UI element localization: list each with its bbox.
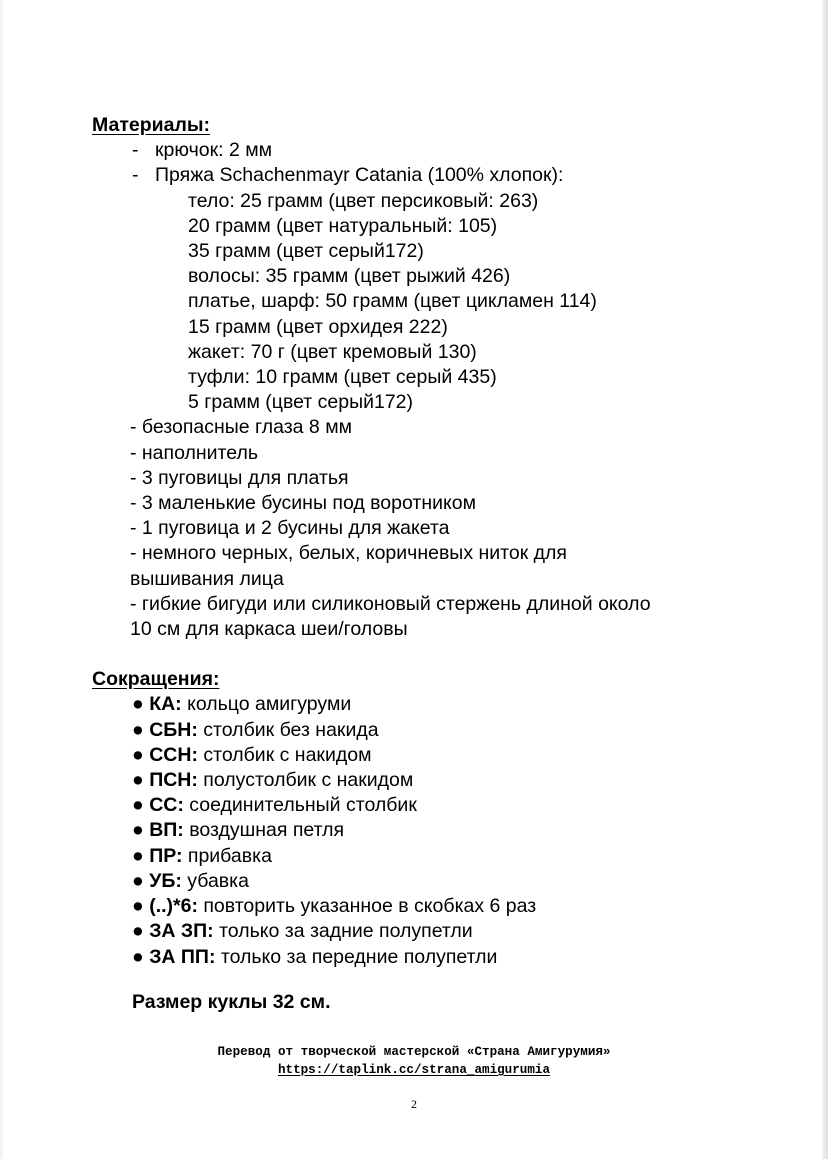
abbreviation-definition: соединительный столбик xyxy=(183,794,417,817)
yarn-line: 15 грамм (цвет орхидея 222) xyxy=(188,315,448,338)
abbreviation-item xyxy=(92,894,792,919)
yarn-line: 35 грамм (цвет серый172) xyxy=(188,240,424,263)
yarn-line: платье, шарф: 50 грамм (цвет цикламен 114) xyxy=(188,290,597,313)
abbreviation-definition: воздушная петля xyxy=(183,819,345,842)
abbreviation-item xyxy=(92,919,792,944)
document-content xyxy=(92,113,792,1015)
abbreviation-definition: столбик с накидом xyxy=(197,743,372,766)
abbreviation-term: СС: xyxy=(149,794,184,817)
list-item: - гибкие бигуди или силиконовый стержень длиной около xyxy=(130,592,651,615)
page-number: 2 xyxy=(411,1097,417,1111)
list-item: - 3 пуговицы для платья xyxy=(130,466,349,489)
bullet-marker: ● xyxy=(132,693,144,716)
footer-credit: Перевод от творческой мастерской «Страна Амигурумия» xyxy=(217,1045,611,1059)
abbreviation-definition: полустолбик с накидом xyxy=(197,769,414,792)
yarn-line: жакет: 70 г (цвет кремовый 130) xyxy=(188,340,477,363)
abbreviation-term: УБ: xyxy=(149,869,182,892)
bullet-marker: ● xyxy=(132,718,144,741)
bullet-marker: ● xyxy=(132,945,144,968)
abbreviation-term: ВП: xyxy=(149,819,184,842)
doll-size-note: Размер куклы 32 см. xyxy=(132,990,331,1013)
yarn-line: 20 грамм (цвет натуральный: 105) xyxy=(188,214,498,237)
abbreviation-item xyxy=(92,945,792,970)
page-edge-right xyxy=(822,0,828,1159)
abbreviation-item xyxy=(92,793,792,818)
abbreviation-definition: повторить указанное в скобках 6 раз xyxy=(197,895,537,918)
page-edge-left xyxy=(0,0,3,1159)
list-item-continuation: 10 см для каркаса шеи/головы xyxy=(130,618,408,641)
bullet-marker: ● xyxy=(132,794,144,817)
bullet-marker: ● xyxy=(132,819,144,842)
bullet-marker: ● xyxy=(132,869,144,892)
other-materials-list xyxy=(92,415,792,642)
abbreviations-list xyxy=(92,692,792,969)
abbreviation-term: ССН: xyxy=(149,743,198,766)
abbreviation-item xyxy=(92,718,792,743)
abbreviation-item xyxy=(92,743,792,768)
list-item: - безопасные глаза 8 мм xyxy=(130,416,353,439)
abbreviation-definition: убавка xyxy=(181,869,249,892)
abbreviation-definition: прибавка xyxy=(182,844,272,867)
yarn-line: 5 грамм (цвет серый172) xyxy=(188,391,414,414)
dash-marker: - xyxy=(132,139,139,162)
bullet-marker: ● xyxy=(132,895,144,918)
list-item-continuation: вышивания лица xyxy=(130,567,284,590)
list-item xyxy=(92,138,792,163)
list-item: - 3 маленькие бусины под воротником xyxy=(130,492,476,515)
abbreviation-definition: кольцо амигуруми xyxy=(181,693,352,716)
bullet-marker: ● xyxy=(132,743,144,766)
abbreviation-term: ЗА ЗП: xyxy=(149,920,214,943)
yarn-line: тело: 25 грамм (цвет персиковый: 263) xyxy=(188,189,539,212)
bullet-marker: ● xyxy=(132,769,144,792)
abbreviation-item xyxy=(92,818,792,843)
abbreviation-term: СБН: xyxy=(149,718,198,741)
abbreviation-term: ПР: xyxy=(149,844,183,867)
materials-heading: Материалы: xyxy=(92,114,210,136)
list-item: - наполнитель xyxy=(130,441,258,464)
abbreviation-definition: только за задние полупетли xyxy=(213,920,473,943)
abbreviations-heading: Сокращения: xyxy=(92,668,220,691)
list-item xyxy=(92,163,792,188)
list-item: - 1 пуговица и 2 бусины для жакета xyxy=(130,517,450,540)
abbreviation-term: КА: xyxy=(149,693,182,716)
list-item: - немного черных, белых, коричневых ниток для xyxy=(130,542,567,565)
bullet-marker: ● xyxy=(132,844,144,867)
bullet-marker: ● xyxy=(132,920,144,943)
footer-link[interactable]: https://taplink.cc/strana_amigurumia xyxy=(277,1063,551,1077)
abbreviation-term: ПСН: xyxy=(149,769,198,792)
abbreviation-definition: только за передние полупетли xyxy=(215,945,498,968)
yarn-line: туфли: 10 грамм (цвет серый 435) xyxy=(188,366,497,389)
list-item-text: Пряжа Schachenmayr Catania (100% хлопок): xyxy=(155,164,564,187)
abbreviation-term: ЗА ПП: xyxy=(149,945,216,968)
yarn-list xyxy=(92,189,792,416)
abbreviation-item xyxy=(92,869,792,894)
dash-marker: - xyxy=(132,164,139,187)
page-footer xyxy=(0,1043,828,1079)
yarn-line: волосы: 35 грамм (цвет рыжий 426) xyxy=(188,265,511,288)
abbreviation-definition: столбик без накида xyxy=(197,718,379,741)
materials-dash-list xyxy=(92,138,792,188)
abbreviation-item xyxy=(92,692,792,717)
abbreviation-item xyxy=(92,768,792,793)
section-spacer xyxy=(92,642,792,667)
abbreviation-term: (..)*6: xyxy=(149,895,198,918)
list-item-text: крючок: 2 мм xyxy=(155,139,273,162)
abbreviation-item xyxy=(92,844,792,869)
